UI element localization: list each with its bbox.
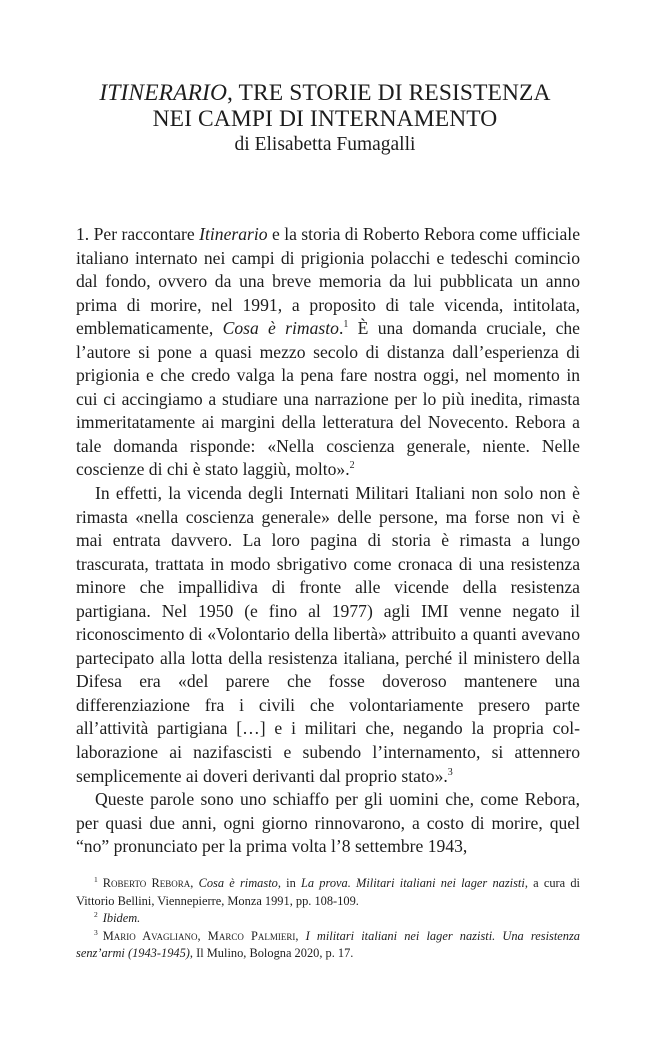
text-run: 1. Per raccontare xyxy=(76,224,200,244)
text-run: . xyxy=(338,318,344,339)
footnote-ibidem: Ibidem. xyxy=(102,911,141,926)
main-text xyxy=(76,223,580,859)
footnote-ref-3[interactable]: 3 xyxy=(447,766,453,778)
title-italic: ITINERARIO xyxy=(99,80,228,106)
footnote-3 xyxy=(76,928,580,963)
text-run: , Il Mulino, Bologna 2020, p. 17. xyxy=(189,946,354,961)
text-run: In effetti, la vicenda degli Internati Militari Italiani non solo non è rimasta «nella coscienza generale» delle persone, ma forse non vi è mai entrata davvero. La loro pagina di storia è rimasta a lungo trascurata, trattata in modo sbrigativo come cronaca di una resistenza minore che impallidiva di fronte alle vicende della resistenza partigiana. Nel 1950 (e fino al 1977) agli IMI venne negato il riconoscimento di «Volontario della libertà» attribuito a quanti avevano partecipato alla lotta della resistenza italiana, perché il ministero della Difesa era «del parere che fosse doveroso mantenere una differenziazione fra i civili che volontariamente presero parte all’attività partigiana […] e i militari che, negando la propria collaborazione ai nazifascisti e subendo l’internamento, si attennero semplicemente ai doveri derivanti dal proprio stato». xyxy=(76,483,580,786)
text-run: Queste parole sono uno schiaffo per gli uomini che, come Rebora, per quasi due anni, ogni giorno rinnovarono, a costo di morire, quel “no” pronunciato per la prima volta l’8 settembre 1943, xyxy=(76,789,580,857)
italic-run: Cosa è rimasto xyxy=(222,318,339,339)
footnote-number: 1 xyxy=(94,874,98,884)
footnote-2 xyxy=(76,910,580,928)
text-run: , in xyxy=(277,876,301,890)
chapter-title-line-1 xyxy=(0,80,650,106)
paragraph-3 xyxy=(76,788,580,859)
text-run: , a cura di Vittorio Bellini, Viennepierre, Monza 1991, pp. 108-109. xyxy=(76,876,580,908)
text-run: e la storia di Roberto Rebora come ufficiale italiano internato nei campi di prigionia polacchi e tedeschi comincio dal fondo, ovvero da una breve memoria da lui pubblicata un anno prima di morire, nel 1991, a proposito di tale vicenda, intitolata, emblematicamente, xyxy=(76,224,581,339)
text-run: , xyxy=(295,928,306,943)
footnote-author: Mario Avagliano xyxy=(102,928,198,943)
chapter-heading xyxy=(0,80,650,157)
footnote-1 xyxy=(76,875,580,910)
footnote-source: La prova. Militari italiani nei lager nazisti xyxy=(300,876,525,890)
footnote-number: 3 xyxy=(94,927,98,937)
footnote-title: I militari italiani nei lager nazisti. Una resistenza senz’armi (1943-1945) xyxy=(76,928,581,961)
footnote-ref-2[interactable]: 2 xyxy=(349,460,355,472)
italic-run: Itinerario xyxy=(199,224,268,244)
paragraph-2 xyxy=(76,482,580,788)
footnote-author: Marco Palmieri xyxy=(207,928,296,943)
text-run: , xyxy=(197,928,208,943)
footnote-title: Cosa è rimasto xyxy=(198,876,278,890)
text-run: È una domanda cruciale, che l’autore si pone a quasi mezzo secolo di distanza dall’esperienza di prigionia e che credo valga la pena fare nostra oggi, nel momento in cui ci accingiamo a studiare una narrazione per lo più inedita, rimasta immeritatamente ai margini della letteratura del Novecento. Rebora a tale domanda risponde: «Nella coscienza generale, niente. Nelle coscienze di chi è stato laggiù, molto». xyxy=(76,318,580,480)
paragraph-1 xyxy=(76,223,580,482)
footnote-number: 2 xyxy=(94,910,98,920)
footnote-ref-1[interactable]: 1 xyxy=(343,319,349,331)
footnotes xyxy=(76,875,580,963)
text-run: , xyxy=(190,876,199,890)
footnote-author: Roberto Rebora xyxy=(102,876,191,890)
title-rest: , TRE STORIE DI RESISTENZA xyxy=(227,80,551,106)
chapter-title-line-2: NEI CAMPI DI INTERNAMENTO xyxy=(152,106,498,132)
chapter-byline: di Elisabetta Fumagalli xyxy=(234,134,416,155)
